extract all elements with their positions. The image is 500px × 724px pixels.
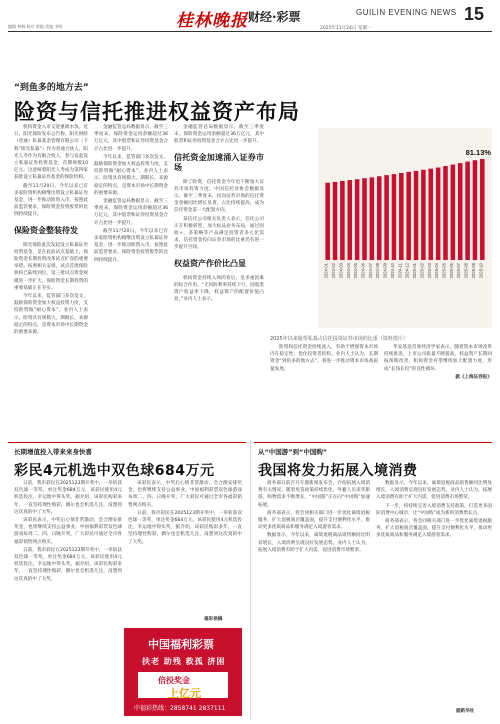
article-column-5 (384, 344, 492, 438)
chart-area (318, 128, 492, 328)
paragraph: 商务部表示，将会同相关部门进一步优化离境退税服务，扩大退税商店覆盖面，提升支付便利化水平，推动更多优质商品和服务满足入境游客需求。 (376, 519, 492, 539)
chart-tick-label: 2025-10 (478, 263, 484, 279)
chart-bar (414, 171, 419, 260)
section-label: 从“中国游”到“中国购” (258, 448, 328, 456)
consumption-byline: 据新华社 (456, 709, 475, 714)
paragraph: 日前，我市彩民在2025123期开奖中，一举斩获双色球一等奖，单注奖金684万元，该彩民使用4元机选投注，幸运地中得头奖。据介绍，该彩民购彩多年，一直坚持理性购彩，偶尔也会机选几注，没想到这次真的中了大奖。 (14, 547, 122, 582)
chart-bar (392, 174, 397, 260)
chart-tick-label: 2025-08 (463, 263, 469, 279)
paragraph: 截至11月20日，今年以来已有多家险资机构相继出资设立私募证券基金，进一步推动险资入市，按照此前监管要求，保险资金投资股票的比例持续提升。 (14, 183, 88, 218)
paragraph: 机构资金入市又迎重磅水伐。近日，阳光保险发布公告称，阳光财险（普通）私募基金管理有限公司（下称“阳光私募”）作为普通合伙人，阳光人寿作为有限合伙人，参与发起设立私募证券投资基金，首期规模10亿元。这意味着阳光人寿成为第四家获批设立私募证券基金的保险机构。 (14, 125, 88, 181)
paragraph: 该彩民表示，中奖后心情非常激动，会合理安排奖金，也将继续支持公益事业。中国福利彩票双色球游戏每周二、四、日晚开奖，广大彩民可通过全市各福彩销售网点购买。 (14, 518, 122, 545)
chart-bar (370, 177, 375, 260)
ad-prize-amount: 上亿元 (168, 687, 201, 700)
ad-prize-box (138, 672, 228, 698)
chart-tick-label: 2025-06 (448, 263, 454, 279)
paragraph: 该彩民表示，中奖后心情非常激动，会合理安排奖金，也将继续支持公益事业。中国福利彩票双色球游戏每周二、四、日晚开奖，广大彩民可通过全市各福彩销售网点购买。 (128, 481, 242, 508)
paragraph: 商务部表示，将会同相关部门进一步优化离境退税服务，扩大退税商店覆盖面，提升支付便利化水平，推动更多优质商品和服务满足入境游客需求。 (258, 510, 370, 531)
issue-date: 2025年11月24日 星期一 (320, 26, 372, 31)
paragraph: 金融监管总局数据显示，截至三季度末，保险资金运用余额超过36万亿元，其中股票和证券投资基金合计占比进一步提升。 (94, 125, 168, 152)
column-divider (250, 440, 251, 720)
paragraph: 机构资金持续入场的背后，是多重因素的综合作用。“无风险利率持续下行，固收类资产收益率下降，权益资产的配置价值凸显，”业内人士表示。 (174, 275, 264, 303)
chart-tick-label: 2025-02 (419, 263, 425, 279)
english-title: GUILIN EVENING NEWS (356, 8, 457, 17)
chart-tick-label: 2024-03 (338, 263, 344, 279)
chart-tick-label: 2024-11 (397, 263, 403, 279)
chart-tick-label: 2024-07 (367, 263, 373, 279)
chart-bar (347, 180, 352, 260)
chart-bar (362, 178, 367, 260)
bar-chart (318, 128, 492, 328)
article-column-4 (270, 344, 378, 438)
chart-tick-label: 2025-03 (426, 263, 432, 279)
subheading: 权益资产作价比凸显 (174, 258, 246, 268)
chart-bar (458, 163, 463, 260)
header-rule (8, 31, 492, 32)
consumption-column-2 (376, 480, 492, 706)
article-column-1 (14, 124, 88, 436)
lottery-byline: 福彩供稿 (204, 617, 223, 622)
article-headline: 险资与信托推进权益资产布局 (14, 100, 300, 124)
article-kicker: “到鱼多的地方去” (14, 83, 89, 93)
chart-tick-label: 2025-09 (470, 263, 476, 279)
lottery-headline: 彩民4元机选中双色球684万元 (14, 463, 215, 479)
chart-tick-label: 2024-04 (345, 263, 351, 279)
paragraph: 数据显示，今年以来，离境退税商品销售额同比明显增长，入境消费呈现良好发展态势。业内人士认为，拓展入境消费有助于扩大内需，促进消费市场繁荣。 (258, 533, 370, 553)
chart-tick-label: 2024-10 (389, 263, 395, 279)
chart-tick-label: 2025-01 (412, 263, 418, 279)
chart-bar (406, 172, 411, 260)
chart-bar (428, 169, 433, 260)
paragraph: 华安基金首席经济学家表示，随着资本市场改革持续推进，上市公司质量不断提高，权益资产长期回报预期改善，机构资金有望继续加大配置力度，形成“长钱长投”的良性循环。 (384, 345, 492, 372)
paragraph: 某信托公司相关负责人表示，信托公司正在积极转型，加大标品业务布局，通过固收+、多策略等产品满足投资者多元化需求，信托资金投向证券市场的比重仍有进一步提升空间。 (174, 216, 264, 251)
paragraph: 阳光保险此次发起设立私募证券投资基金，是在此前试点基础上，保险资金长期投资改革试点扩容的重要举措。按照相关安排，试点首批保险机构已陆续到位，第三批试点资金规模进一步扩大，保险资金长期投资的重要基础正在夯实。 (14, 242, 88, 291)
chart-bar (325, 183, 330, 260)
editor-credits: 编辑 林枫·校对 黄振·美编 韦明 (8, 24, 63, 29)
consumption-headline: 我国将发力拓展入境消费 (258, 463, 418, 479)
chart-tick-label: 2025-05 (441, 263, 447, 279)
page-number: 15 (464, 4, 485, 24)
lottery-column-2 (128, 480, 242, 624)
paragraph: 险资和信托资金持续流入，有助于增强资本市场内在稳定性，优化投资者结构。业内人士认为，长期资金“到鱼多的地方去”，将进一步推动资本市场高质量发展。 (270, 345, 378, 372)
paragraph: 日前，我市彩民在2025123期开奖中，一举斩获双色球一等奖，单注奖金684万元，该彩民使用4元机选投注，幸运地中得头奖。据介绍，该彩民购彩多年，一直坚持理性购彩，偶尔也会机选几注，没想到这次真的中了大奖。 (128, 510, 242, 545)
paragraph: 数据显示，今年以来，离境退税商品销售额同比明显增长，入境消费呈现良好发展态势。业内人士认为，拓展入境消费有助于扩大内需，促进消费市场繁荣。 (376, 481, 492, 501)
consumption-column-1 (258, 480, 370, 718)
paragraph: 今年以来，监管部门多次发文，鼓励保险资金加大权益投资力度，支持险资做“耐心资本”。业内人士表示，险资具有规模大、期限长、来源稳定的特点，是资本市场中长期资金的重要来源。 (14, 294, 88, 336)
chart-bar (473, 160, 478, 260)
paragraph: 金融监管总局数据显示，截至三季度末，保险资金运用余额超过36万亿元，其中股票和证券投资基金合计占比进一步提升。 (94, 199, 168, 226)
paragraph: 今年以来，监管部门多次发文，鼓励保险资金加大权益投资力度，支持险资做“耐心资本”。业内人士表示，险资具有规模大、期限长、来源稳定的特点，是资本市场中长期资金的重要来源。 (94, 154, 168, 196)
chart-bar (443, 166, 448, 260)
chart-bar (355, 179, 360, 260)
chart-tick-label: 2025-07 (456, 263, 462, 279)
section-rule (254, 442, 492, 443)
chart-tick-label: 2025-04 (434, 263, 440, 279)
chart-bar (384, 175, 389, 260)
source-credit: 据《上海证券报》 (455, 374, 492, 380)
lottery-column-1 (14, 480, 122, 718)
newspaper-logo: 桂林晚报 (176, 11, 248, 31)
chart-tick-label: 2024-01 (323, 263, 329, 279)
ad-prize-label: 倍投奖金 (158, 676, 190, 685)
chart-bar (451, 165, 456, 260)
paragraph: 日前，我市彩民在2025123期开奖中，一举斩获双色球一等奖，单注奖金684万元，该彩民使用4元机选投注，幸运地中得头奖。据介绍，该彩民购彩多年，一直坚持理性购彩，偶尔也会机选几注，没想到这次真的中了大奖。 (14, 481, 122, 515)
chart-bar (421, 170, 426, 260)
chart-tick-label: 2024-06 (360, 263, 366, 279)
lottery-advertisement[interactable] (124, 628, 242, 716)
section-label: 长期增值投入带来来身快喜 (14, 448, 92, 456)
chart-bar (465, 162, 470, 260)
chart-caption: 2025年以来股票私募占信托投资证券市场的比重（资料图片） (270, 336, 408, 342)
chart-bar (436, 168, 441, 260)
article-column-2 (94, 124, 168, 436)
chart-tick-label: 2024-08 (375, 263, 381, 279)
chart-tick-label: 2024-02 (331, 263, 337, 279)
chart-tick-label: 2024-12 (404, 263, 410, 279)
ad-hotline: 中福彩热线：2858741 2837111 (134, 705, 226, 712)
chart-tick-label: 2024-05 (353, 263, 359, 279)
paragraph: 截至11月20日，今年以来已有多家险资机构相继出资设立私募证券基金，进一步推动险资入市，按照此前监管要求，保险资金投资股票的比例持续提升。 (94, 228, 168, 263)
section-rule (8, 442, 246, 443)
chart-bar (377, 176, 382, 260)
chart-bar (399, 173, 404, 260)
subheading: 保险资金整装待发 (14, 225, 78, 235)
welfare-lottery-logo: 中国福利彩票 (148, 638, 214, 651)
chart-bar (480, 159, 485, 260)
subheading: 信托资金加速涌入证券市场 (174, 152, 264, 172)
paragraph: 下一步，将持续完善入境消费支持政策，打造更多国际消费中心城市，让“中国购”成为新的消费增长点。 (376, 503, 492, 516)
chart-bar (333, 182, 338, 260)
chart-data-label: 81.13% (465, 148, 492, 158)
paragraph: 除了险资，信托资金今年也不断加大证券市场投资力度。中国信托业协会数据显示，截至三季度末，投向证券市场的信托资金余额同比增长显著，占比持续提高，成为信托资金第一大配置方向。 (174, 179, 264, 214)
ad-slogan: 扶老 助残 救孤 济困 (142, 657, 226, 666)
section-title: 财经·彩票 (248, 10, 301, 24)
chart-tick-label: 2024-09 (382, 263, 388, 279)
chart-bar (340, 181, 345, 260)
masthead (0, 0, 500, 32)
paragraph: 金融监管总局数据显示，截至三季度末，保险资金运用余额超过36万亿元，其中股票和证券投资基金合计占比进一步提升。 (174, 125, 264, 145)
paragraph: 商务部日前召开专题新闻发布会，介绍拓展入境消费有关情况。随着免签政策持续优化，外籍人员来华旅游、购物需求不断增长，“中国游”正在向“中国购”加速拓展。 (258, 481, 370, 508)
article-column-3 (174, 124, 264, 436)
